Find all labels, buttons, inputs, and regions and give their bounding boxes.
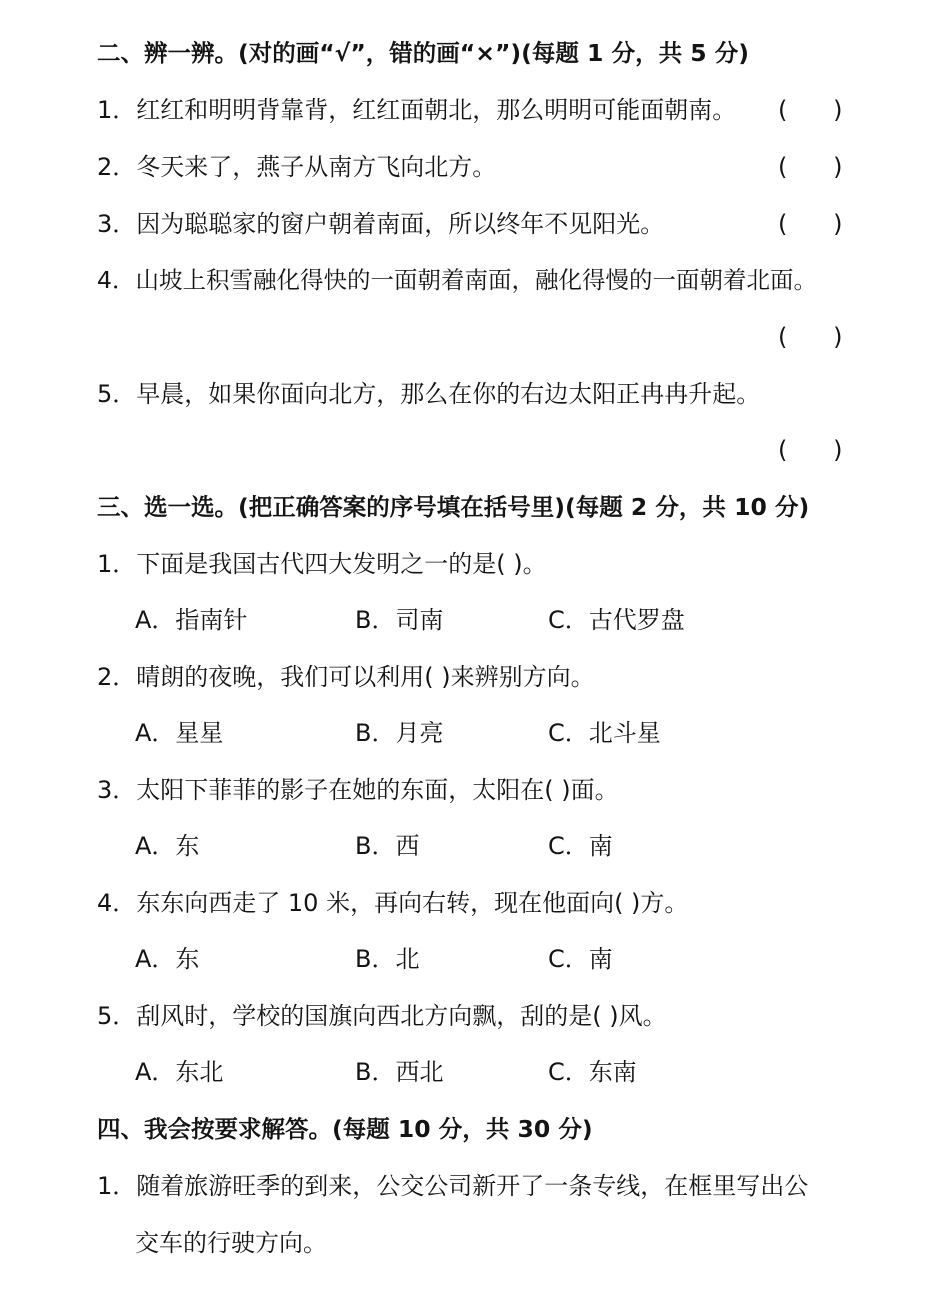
option-c[interactable]: C．古代罗盘	[548, 606, 685, 634]
option-c[interactable]: C．南	[548, 832, 613, 860]
section-2-question-5: 5．早晨，如果你面向北方，那么在你的右边太阳正冉冉升起。	[97, 380, 761, 408]
option-b[interactable]: B．西	[355, 832, 420, 860]
section-4-question-1-line-1: 1．随着旅游旺季的到来，公交公司新开了一条专线，在框里写出公	[97, 1172, 809, 1200]
option-b[interactable]: B．司南	[355, 606, 444, 634]
option-a[interactable]: A．东	[135, 945, 200, 973]
option-c[interactable]: C．南	[548, 945, 613, 973]
option-a[interactable]: A．指南针	[135, 606, 248, 634]
section-4-question-1-line-2: 交车的行驶方向。	[135, 1229, 327, 1257]
section-2-question-3: 3．因为聪聪家的窗户朝着南面，所以终年不见阳光。	[97, 210, 665, 238]
option-b[interactable]: B．月亮	[355, 719, 444, 747]
section-2-heading: 二、辨一辨。(对的画“√”，错的画“×”)(每题 1 分，共 5 分)	[97, 39, 750, 67]
section-3-heading: 三、选一选。(把正确答案的序号填在括号里)(每题 2 分，共 10 分)	[97, 493, 810, 521]
section-2-question-1: 1．红红和明明背靠背，红红面朝北，那么明明可能面朝南。	[97, 96, 737, 124]
option-b[interactable]: B．北	[355, 945, 420, 973]
option-c[interactable]: C．北斗星	[548, 719, 661, 747]
option-a[interactable]: A．东北	[135, 1058, 224, 1086]
option-b[interactable]: B．西北	[355, 1058, 444, 1086]
option-a[interactable]: A．星星	[135, 719, 224, 747]
answer-blank[interactable]: ( )	[778, 323, 843, 351]
section-2-question-2: 2．冬天来了，燕子从南方飞向北方。	[97, 153, 497, 181]
answer-blank[interactable]: ( )	[778, 436, 843, 464]
section-3-question-2: 2．晴朗的夜晚，我们可以利用( )来辨别方向。	[97, 663, 595, 691]
section-3-question-5: 5．刮风时，学校的国旗向西北方向飘，刮的是( )风。	[97, 1002, 667, 1030]
option-a[interactable]: A．东	[135, 832, 200, 860]
section-2-question-4: 4．山坡上积雪融化得快的一面朝着南面，融化得慢的一面朝着北面。	[97, 266, 817, 294]
answer-blank[interactable]: ( )	[778, 210, 843, 238]
section-3-question-4: 4．东东向西走了 10 米，再向右转，现在他面向( )方。	[97, 889, 689, 917]
option-c[interactable]: C．东南	[548, 1058, 637, 1086]
section-4-heading: 四、我会按要求解答。(每题 10 分，共 30 分)	[97, 1115, 593, 1143]
section-3-question-1: 1．下面是我国古代四大发明之一的是( )。	[97, 550, 547, 578]
answer-blank[interactable]: ( )	[778, 153, 843, 181]
answer-blank[interactable]: ( )	[778, 96, 843, 124]
section-3-question-3: 3．太阳下菲菲的影子在她的东面，太阳在( )面。	[97, 776, 619, 804]
